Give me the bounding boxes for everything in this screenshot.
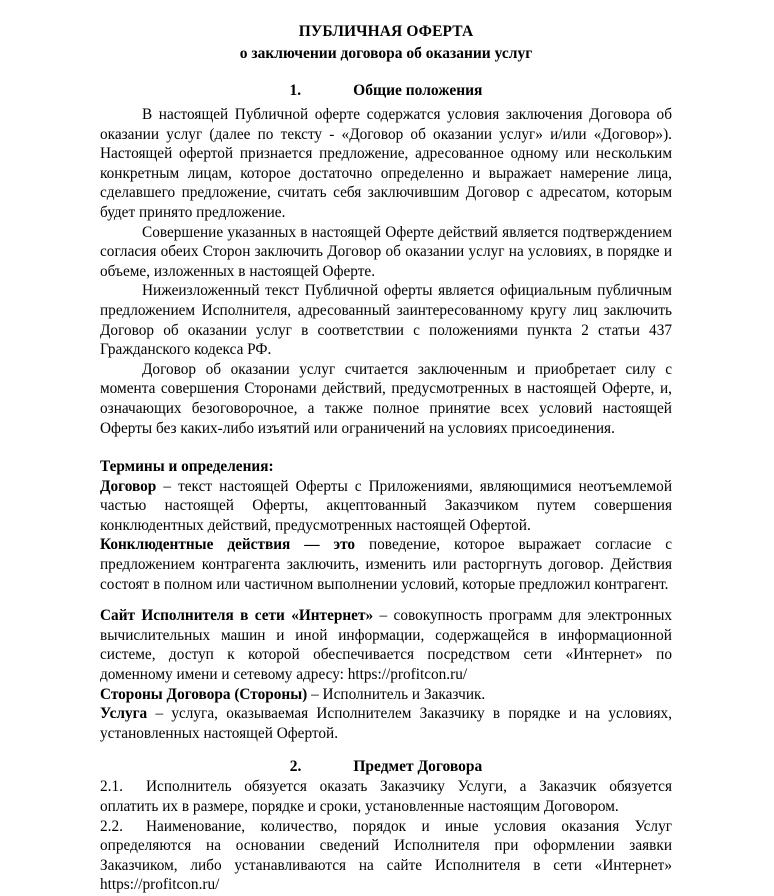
terms-and-definitions-block bbox=[100, 457, 672, 743]
clause-text: Наименование, количество, порядок и иные условия оказания Услуг определяются на основании сведений Исполнителя при оформлении заявки Заказчиком, либо устанавливаются на сайте Исполнителя в сети «Интернет» https://profitcon.ru/ bbox=[100, 817, 672, 894]
term-label: Стороны Договора (Стороны) bbox=[100, 685, 308, 703]
section-1-paragraph-1: В настоящей Публичной оферте содержатся условия заключения Договора об оказании услуг (далее по тексту - «Договор об оказании услуг» и/или «Договор»). Настоящей офертой признается предложение, адресованное одному или нескольким конкретным лицам, которое достаточно определенно и выражает намерение лица, сделавшего предложение, считать себя заключившим Договор с адресатом, которым будет принято предложение. bbox=[100, 106, 672, 221]
term-label: Сайт Исполнителя в сети «Интернет» bbox=[100, 607, 374, 625]
clause-2-2 bbox=[100, 817, 672, 895]
clause-number: 2.2. bbox=[100, 817, 123, 835]
clause-text: Исполнитель обязуется оказать Заказчику Услуги, а Заказчик обязуется оплатить их в размере, порядке и сроки, установленные настоящим Договором. bbox=[100, 778, 672, 815]
term-definition: – услуга, оказываемая Исполнителем Заказчику в порядке и на условиях, установленных настоящей Офертой. bbox=[100, 705, 672, 742]
term-definition: – Исполнитель и Заказчик. bbox=[307, 685, 486, 703]
term-label: Договор bbox=[100, 477, 157, 495]
term-item bbox=[100, 477, 672, 536]
page-title: ПУБЛИЧНАЯ ОФЕРТА bbox=[298, 23, 474, 40]
term-label: Услуга bbox=[100, 705, 148, 723]
clause-2-1 bbox=[100, 777, 672, 816]
clause-number: 2.1. bbox=[100, 778, 123, 796]
term-item bbox=[100, 606, 672, 684]
section-1-title: Общие положения bbox=[353, 82, 483, 99]
section-1-paragraph-4: Договор об оказании услуг считается заключенным и приобретает силу с момента совершения Сторонами действий, предусмотренных в настоящей Оферте, и, означающих безоговорочное, а также полное принятие всех условий настоящей Оферты без каких-либо изъятий или ограничений на условиях присоединения. bbox=[100, 360, 672, 437]
terms-spacer bbox=[100, 594, 672, 606]
term-definition: – текст настоящей Оферты с Приложениями, являющимися неотъемлемой частью настоящей Оферты, акцептованный Заказчиком путем совершения конклюдентных действий, предусмотренных настоящей Офертой. bbox=[100, 477, 672, 534]
section-2-number: 2. bbox=[289, 758, 302, 776]
term-definition: – совокупность программ для электронных вычислительных машин и иной информации, содержащейся в информационной системе, доступ к которой обеспечивается посредством сети «Интернет» по доменному имени и сетевому адресу: https://profitcon.ru/ bbox=[100, 607, 672, 684]
section-2-title: Предмет Договора bbox=[353, 758, 483, 776]
section-1-number: 1. bbox=[289, 82, 302, 99]
term-item bbox=[100, 685, 672, 705]
section-1-heading bbox=[100, 81, 672, 100]
term-definition: поведение, которое выражает согласие с предложением контрагента заключить, изменить или расторгнуть договор. Действия состоят в полном или частичном выполнении условий, которые предложил контрагент. bbox=[100, 536, 672, 593]
term-label: Конклюдентные действия — это bbox=[100, 536, 356, 554]
section-1-paragraph-3: Нижеизложенный текст Публичной оферты является официальным публичным предложением Исполнителя, адресованный заинтересованному кругу лиц заключить Договор об оказании услуг в соответствии с положениями пункта 2 статьи 437 Гражданского кодекса РФ. bbox=[100, 282, 672, 359]
term-item bbox=[100, 535, 672, 594]
section-2-heading bbox=[100, 757, 672, 776]
terms-heading: Термины и определения: bbox=[100, 458, 274, 476]
term-item bbox=[100, 704, 672, 743]
section-1-paragraph-2: Совершение указанных в настоящей Оферте действий является подтверждением согласия обеих Сторон заключить Договор об оказании услуг на условиях, в порядке и объеме, изложенных в настоящей Оферте. bbox=[100, 223, 672, 280]
page-subtitle: о заключении договора об оказании услуг bbox=[239, 45, 533, 62]
